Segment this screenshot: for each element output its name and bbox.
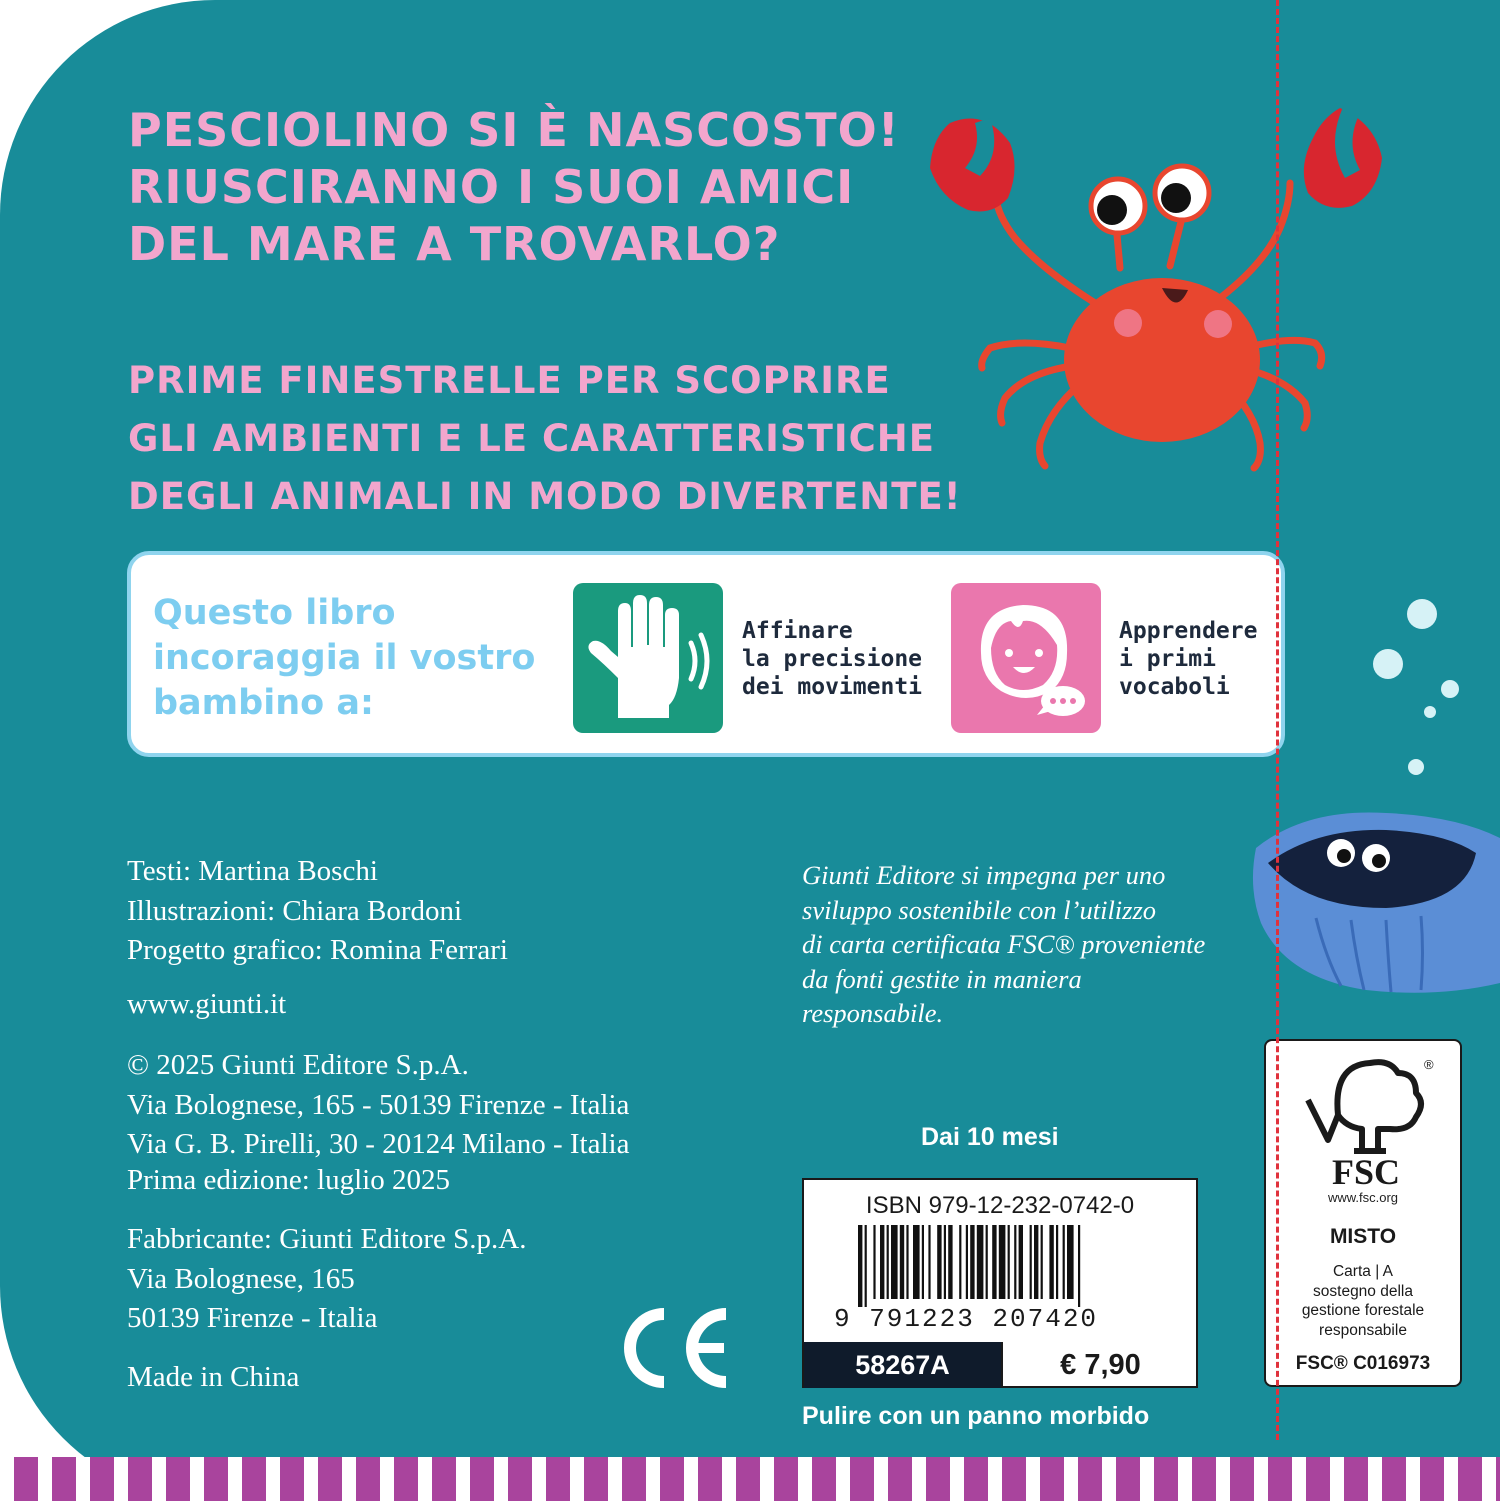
fsc-url: www.fsc.org — [1327, 1190, 1399, 1205]
origin-label: Made in China — [127, 1361, 300, 1393]
fsc-label — [1264, 1039, 1462, 1387]
sustainability-line: Giunti Editore si impegna per uno — [802, 860, 1166, 890]
origin-info — [127, 1358, 299, 1398]
sustainability-line: sviluppo sostenibile con l’utilizzo — [802, 894, 1157, 925]
authors-credits — [127, 852, 508, 971]
headline-line: PESCIOLINO SI È NASCOSTO! — [128, 103, 900, 157]
skill-label-line: Apprendere — [1119, 618, 1258, 644]
headline-line: DEL MARE A TROVARLO? — [128, 217, 781, 271]
skill-label — [1119, 617, 1257, 701]
skills-intro-line: incoraggia il vostro — [153, 638, 536, 678]
headline — [128, 102, 900, 273]
care-instructions: Pulire con un panno morbido — [802, 1402, 1150, 1430]
fsc-description-line: Carta | A — [1332, 1263, 1394, 1280]
fsc-description-line: gestione forestale — [1301, 1302, 1425, 1319]
perforation-line — [1276, 0, 1279, 1440]
child-speech-icon — [951, 583, 1101, 733]
striped-border — [0, 1457, 1500, 1501]
credit-line: Progetto grafico: Romina Ferrari — [127, 934, 508, 966]
clam-illustration — [1246, 808, 1500, 998]
manufacturer-line: 50139 Firenze - Italia — [127, 1302, 378, 1334]
blurb-line: GLI AMBIENTI E LE CARATTERISTICHE — [128, 417, 935, 460]
fsc-description-line: sostegno della — [1313, 1282, 1413, 1300]
publisher-line: Via G. B. Pirelli, 30 - 20124 Milano - Italia — [127, 1128, 630, 1160]
manufacturer-line: Fabbricante: Giunti Editore S.p.A. — [127, 1223, 527, 1255]
publisher-line: Prima edizione: luglio 2025 — [127, 1163, 450, 1196]
blurb-line: PRIME FINESTRELLE PER SCOPRIRE — [128, 359, 891, 402]
skills-intro-line: Questo libro — [153, 593, 396, 633]
skills-panel — [127, 551, 1285, 757]
bubbles-decoration — [1360, 590, 1470, 780]
barcode-digits: 9 791223 207420 — [834, 1304, 1099, 1334]
sustainability-line: da fonti gestite in maniera — [802, 963, 1082, 994]
publisher-info — [127, 1046, 629, 1200]
price-label: € 7,90 — [1001, 1342, 1198, 1388]
isbn-label: ISBN 979-12-232-0742-0 — [865, 1192, 1135, 1219]
manufacturer-info — [127, 1220, 527, 1339]
skills-intro — [153, 591, 535, 726]
sustainability-line: di carta certificata FSC® proveniente — [802, 929, 1206, 959]
fsc-mix-label: MISTO — [1329, 1225, 1397, 1248]
skills-intro-line: bambino a: — [153, 683, 374, 723]
fsc-description-line: responsabile — [1319, 1321, 1407, 1339]
credit-line: Testi: Martina Boschi — [127, 855, 378, 887]
skill-label-line: la precisione — [742, 646, 923, 672]
headline-line: RIUSCIRANNO I SUOI AMICI — [128, 160, 855, 214]
sustainability-line: responsabile. — [802, 998, 944, 1028]
skill-label-line: dei movimenti — [742, 674, 923, 700]
barcode-panel — [802, 1178, 1198, 1388]
skill-label-line: i primi — [1119, 646, 1216, 672]
sustainability-note — [802, 858, 1205, 1031]
publisher-line: © 2025 Giunti Editore S.p.A. — [127, 1049, 469, 1081]
fsc-tree-logo-icon — [1298, 1055, 1432, 1190]
blurb — [128, 352, 962, 526]
svg-text:®: ® — [1424, 1057, 1434, 1072]
credit-line: Illustrazioni: Chiara Bordoni — [127, 894, 463, 927]
age-recommendation: Dai 10 mesi — [921, 1123, 1059, 1151]
skill-label-line: vocaboli — [1119, 674, 1230, 700]
skill-label — [742, 617, 922, 701]
publisher-website — [127, 985, 286, 1025]
hand-motion-icon — [573, 583, 723, 733]
barcode-bars — [858, 1225, 1148, 1307]
ce-mark-icon — [608, 1306, 733, 1390]
website-link[interactable]: www.giunti.it — [127, 988, 287, 1020]
fsc-license-code: FSC® C016973 — [1295, 1353, 1431, 1374]
fsc-description — [1266, 1262, 1460, 1340]
svg-text:FSC: FSC — [1331, 1152, 1401, 1192]
blurb-line: DEGLI ANIMALI IN MODO DIVERTENTE! — [128, 475, 962, 518]
skill-label-line: Affinare — [742, 618, 853, 644]
crab-illustration — [920, 98, 1390, 478]
manufacturer-line: Via Bolognese, 165 — [127, 1262, 355, 1295]
product-code: 58267A — [804, 1342, 1001, 1388]
publisher-line: Via Bolognese, 165 - 50139 Firenze - Italia — [127, 1088, 630, 1121]
